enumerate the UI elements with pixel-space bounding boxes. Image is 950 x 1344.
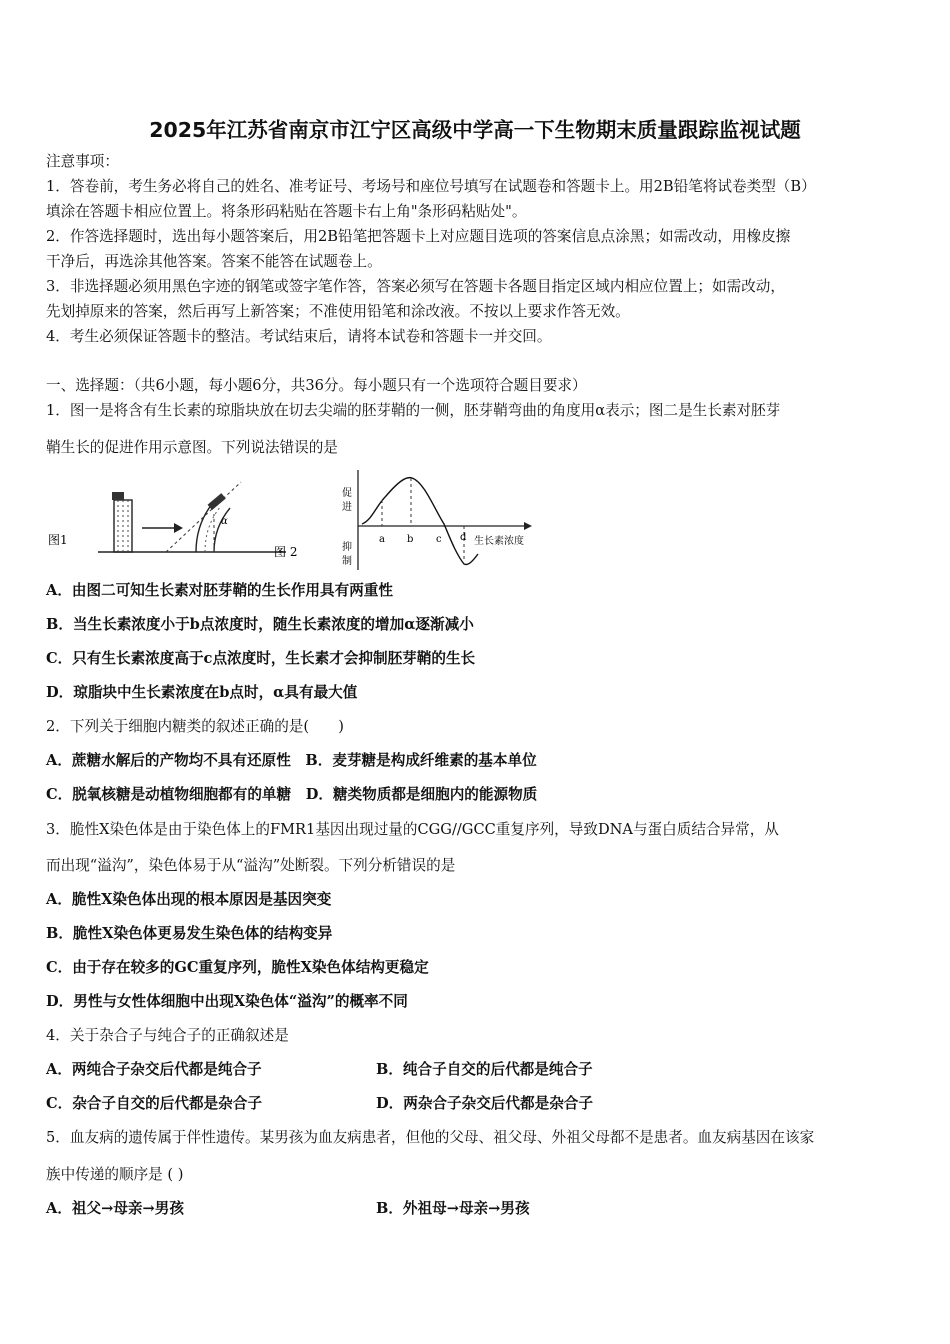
section-heading: 一、选择题：（共6小题，每小题6分，共36分。每小题只有一个选项符合题目要求） <box>46 377 587 394</box>
coleoptile-bent-left <box>196 504 212 552</box>
option-4d: D．两杂合子杂交后代都是杂合子 <box>376 1095 593 1112</box>
y-label-promote: 进 <box>342 502 352 513</box>
agar-block <box>112 492 124 500</box>
question-2-stem: 2．下列关于细胞内糖类的叙述正确的是( ) <box>46 718 344 735</box>
fig1-label: 图1 <box>48 533 68 547</box>
question-1-figure <box>46 462 546 574</box>
option-1b: B．当生长素浓度小于b点浓度时，随生长素浓度的增加α逐渐减小 <box>46 616 474 633</box>
coleoptile-bent-right <box>214 508 230 552</box>
alpha-label: α <box>221 516 228 527</box>
x-point-c: c <box>436 534 442 545</box>
question-1-stem: 1．图一是将含有生长素的琼脂块放在切去尖端的胚芽鞘的一侧，胚芽鞘弯曲的角度用α表示；图二是生长素对胚芽 <box>46 402 781 419</box>
option-3b: B．脆性X染色体更易发生染色体的结构变异 <box>46 925 333 942</box>
fig2-x-arrowhead <box>524 522 532 530</box>
x-point-a: a <box>379 534 385 545</box>
x-point-d: d <box>460 532 467 543</box>
option-3d: D．男性与女性体细胞中出现X染色体“溢沟”的概率不同 <box>46 993 408 1010</box>
y-label-inhibit: 抑 <box>342 542 352 553</box>
question-4-stem: 4．关于杂合子与纯合子的正确叙述是 <box>46 1027 289 1044</box>
growth-curve <box>362 478 478 565</box>
option-5b: B．外祖母→母亲→男孩 <box>376 1200 530 1217</box>
notice-line: 3．非选择题必须用黑色字迹的钢笔或签字笔作答，答案必须写在答题卡各题目指定区域内相应位置上；如需改动， <box>46 278 785 295</box>
option-3a: A．脆性X染色体出现的根本原因是基因突变 <box>46 891 332 908</box>
question-5-stem: 5．血友病的遗传属于伴性遗传。某男孩为血友病患者，但他的父母、祖父母、外祖父母都不是患者。血友病基因在该家 <box>46 1129 815 1146</box>
option-1a: A．由图二可知生长素对胚芽鞘的生长作用具有两重性 <box>46 582 393 599</box>
notice-line: 4．考生必须保证答题卡的整洁。考试结束后，请将本试卷和答题卡一并交回。 <box>46 328 552 345</box>
option-2cd: C．脱氧核糖是动植物细胞都有的单糖 D．糖类物质都是细胞内的能源物质 <box>46 786 538 803</box>
notice-line: 2．作答选择题时，选出每小题答案后，用2B铅笔把答题卡上对应题目选项的答案信息点涂黑；如需改动，用橡皮擦 <box>46 228 791 245</box>
option-3c: C．由于存在较多的GC重复序列，脆性X染色体结构更稳定 <box>46 959 429 976</box>
question-1-stem-cont: 鞘生长的促进作用示意图。下列说法错误的是 <box>46 439 338 456</box>
fig2-label: 图 2 <box>274 545 298 559</box>
page-title: 2025年江苏省南京市江宁区高级中学高一下生物期末质量跟踪监视试题 <box>149 118 801 142</box>
question-3-stem-cont: 而出现“溢沟”，染色体易于从“溢沟”处断裂。下列分析错误的是 <box>46 857 456 874</box>
option-4c: C．杂合子自交的后代都是杂合子 <box>46 1095 262 1112</box>
question-5-stem-cont: 族中传递的顺序是 ( ) <box>46 1166 184 1183</box>
figure-svg <box>46 462 546 574</box>
notice-line: 1．答卷前，考生务必将自己的姓名、准考证号、考场号和座位号填写在试题卷和答题卡上。用2B铅笔将试卷类型（B） <box>46 178 816 195</box>
notice-line: 先划掉原来的答案，然后再写上新答案；不准使用铅笔和涂改液。不按以上要求作答无效。 <box>46 303 630 320</box>
notice-line: 填涂在答题卡相应位置上。将条形码粘贴在答题卡右上角"条形码粘贴处"。 <box>46 203 527 220</box>
option-4b: B．纯合子自交的后代都是纯合子 <box>376 1061 593 1078</box>
y-label-inhibit: 制 <box>342 556 352 567</box>
agar-block-bent <box>208 493 226 510</box>
y-label-promote: 促 <box>342 488 352 499</box>
option-1d: D．琼脂块中生长素浓度在b点时，α具有最大值 <box>46 684 358 701</box>
fig1-arrowhead <box>174 523 183 533</box>
option-5a: A．祖父→母亲→男孩 <box>46 1200 184 1217</box>
notice-line: 干净后，再选涂其他答案。答案不能答在试题卷上。 <box>46 253 382 270</box>
x-axis-label: 生长素浓度 <box>474 536 524 547</box>
option-4a: A．两纯合子杂交后代都是纯合子 <box>46 1061 262 1078</box>
question-3-stem: 3．脆性X染色体是由于染色体上的FMR1基因出现过量的CGG//GCC重复序列，导致DNA与蛋白质结合异常，从 <box>46 821 779 838</box>
notice-heading: 注意事项： <box>46 153 119 170</box>
option-2ab: A．蔗糖水解后的产物均不具有还原性 B．麦芽糖是构成纤维素的基本单位 <box>46 752 537 769</box>
option-1c: C．只有生长素浓度高于c点浓度时，生长素才会抑制胚芽鞘的生长 <box>46 650 476 667</box>
x-point-b: b <box>407 534 414 545</box>
